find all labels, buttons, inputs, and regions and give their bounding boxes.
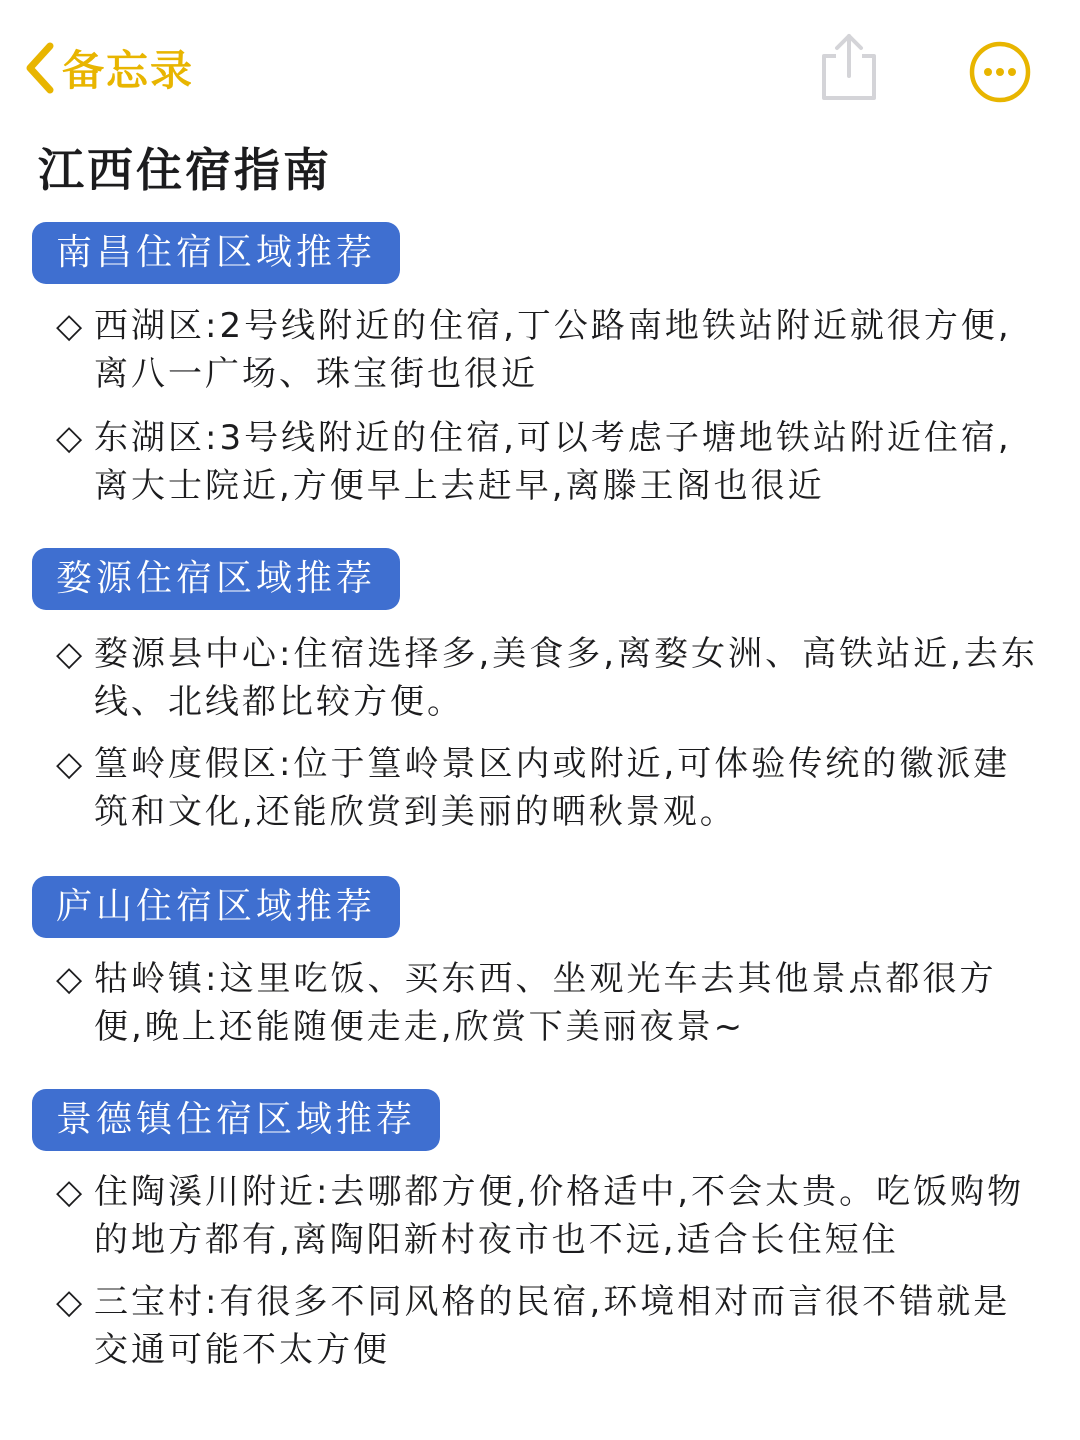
diamond-bullet: ◇ [56,744,86,784]
chevron-left-icon [22,40,56,96]
list-item-text: 婺源县中心:住宿选择多,美食多,离婺女洲、高铁站近,去东线、北线都比较方便。 [94,634,1038,722]
list-item [56,1278,1046,1374]
diamond-bullet: ◇ [56,1172,86,1212]
more-button[interactable] [968,40,1032,104]
diamond-bullet: ◇ [56,418,86,458]
nav-bar [0,0,1080,130]
section-heading: 婺源住宿区域推荐 [32,548,400,610]
list-item [56,414,1046,510]
section-heading: 庐山住宿区域推荐 [32,876,400,938]
list-item-text: 牯岭镇:这里吃饭、买东西、坐观光车去其他景点都很方便,晚上还能随便走走,欣赏下美丽夜景~ [94,959,997,1047]
list-item [56,740,1046,836]
list-item-text: 篁岭度假区:位于篁岭景区内或附近,可体验传统的徽派建筑和文化,还能欣赏到美丽的晒秋景观。 [94,744,1011,832]
diamond-bullet: ◇ [56,1282,86,1322]
back-label: 备忘录 [62,46,195,95]
more-icon [968,40,1032,104]
list-item-text: 住陶溪川附近:去哪都方便,价格适中,不会太贵。吃饭购物的地方都有,离陶阳新村夜市也不远,适合长住短住 [94,1172,1025,1260]
list-item-text: 西湖区:2号线附近的住宿,丁公路南地铁站附近就很方便,离八一广场、珠宝街也很近 [94,306,1012,394]
share-icon [818,30,880,104]
diamond-bullet: ◇ [56,959,86,999]
diamond-bullet: ◇ [56,306,86,346]
list-item [56,955,1046,1051]
list-item-text: 三宝村:有很多不同风格的民宿,环境相对而言很不错就是交通可能不太方便 [94,1282,1011,1370]
section-heading: 南昌住宿区域推荐 [32,222,400,284]
page-title: 江西住宿指南 [38,143,332,197]
list-item [56,630,1046,726]
section-heading: 景德镇住宿区域推荐 [32,1089,440,1151]
list-item-text: 东湖区:3号线附近的住宿,可以考虑子塘地铁站附近住宿,离大士院近,方便早上去赶早,离滕王阁也很近 [94,418,1012,506]
share-button[interactable] [818,30,880,104]
diamond-bullet: ◇ [56,634,86,674]
list-item [56,1168,1046,1264]
back-button[interactable] [22,38,194,98]
list-item [56,302,1046,398]
